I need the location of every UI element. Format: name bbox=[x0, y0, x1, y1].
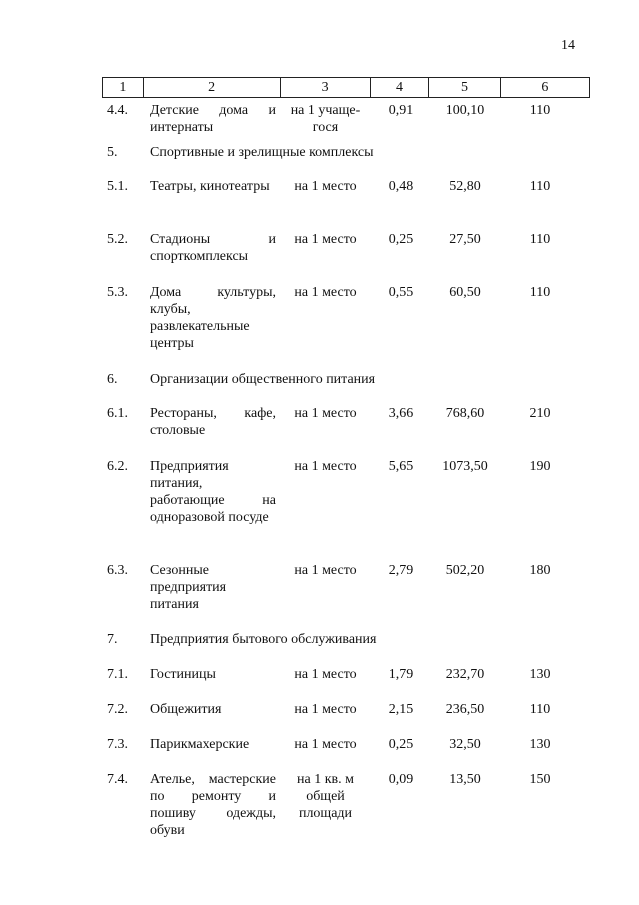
row-col-6: 210 bbox=[529, 406, 551, 421]
row-col-6: 130 bbox=[529, 737, 551, 752]
row-col-6: 110 bbox=[529, 702, 551, 717]
row-col-5: 32,50 bbox=[449, 737, 481, 752]
header-col-6: 6 bbox=[541, 79, 549, 95]
row-number: 7.3. bbox=[107, 737, 128, 752]
row-col-4: 0,48 bbox=[388, 179, 414, 194]
row-unit: на 1 место bbox=[294, 285, 357, 300]
section-title: Организации общественного питания bbox=[150, 372, 376, 387]
row-number: 5.1. bbox=[107, 179, 128, 194]
row-number: 7.2. bbox=[107, 702, 128, 717]
row-col-4: 0,91 bbox=[388, 103, 414, 118]
row-unit: на 1 место bbox=[294, 563, 357, 578]
row-col-5: 13,50 bbox=[449, 772, 481, 787]
row-col-4: 1,79 bbox=[388, 667, 414, 682]
row-number: 4.4. bbox=[107, 103, 128, 118]
row-name: Театры, кинотеатры bbox=[150, 179, 270, 194]
row-col-6: 110 bbox=[529, 179, 551, 194]
row-col-6: 150 bbox=[529, 772, 551, 787]
row-unit: на 1 место bbox=[294, 179, 357, 194]
row-unit: на 1 место bbox=[294, 406, 357, 421]
row-unit: на 1 место bbox=[294, 667, 357, 682]
row-name: Рестораны, кафе, столовые bbox=[150, 406, 276, 438]
row-col-5: 768,60 bbox=[445, 406, 485, 421]
row-name: Сезонные предприятия питания bbox=[150, 563, 227, 612]
page-number: 14 bbox=[561, 38, 575, 53]
table-header-row bbox=[102, 77, 590, 98]
row-col-5: 502,20 bbox=[445, 563, 485, 578]
row-unit: на 1 место bbox=[294, 702, 357, 717]
section-title: Предприятия бытового обслуживания bbox=[150, 632, 377, 647]
row-col-4: 3,66 bbox=[388, 406, 414, 421]
row-number: 7.4. bbox=[107, 772, 128, 787]
row-name: Общежития bbox=[150, 702, 222, 717]
row-col-4: 2,79 bbox=[388, 563, 414, 578]
row-number: 5.3. bbox=[107, 285, 128, 300]
header-col-3: 3 bbox=[281, 78, 371, 97]
row-unit: на 1 кв. м общей площади bbox=[297, 772, 354, 821]
row-number: 6.1. bbox=[107, 406, 128, 421]
header-col-1: 1 bbox=[103, 78, 144, 97]
row-col-5: 27,50 bbox=[449, 232, 481, 247]
header-col-5: 5 bbox=[429, 78, 500, 97]
row-name: Гостиницы bbox=[150, 667, 216, 682]
row-col-4: 0,55 bbox=[388, 285, 414, 300]
row-col-5: 236,50 bbox=[445, 702, 485, 717]
row-number: 7.1. bbox=[107, 667, 128, 682]
row-col-4: 5,65 bbox=[388, 459, 414, 474]
row-col-6: 130 bbox=[529, 667, 551, 682]
row-name: Ателье, мастерские по ремонту и пошиву одежды, обуви bbox=[150, 772, 276, 838]
row-unit: на 1 место bbox=[294, 459, 357, 474]
row-col-4: 0,25 bbox=[388, 232, 414, 247]
row-name: Предприятия питания, работающие на одноразовой посуде bbox=[150, 459, 276, 525]
row-col-5: 1073,50 bbox=[442, 459, 488, 474]
row-col-6: 110 bbox=[529, 285, 551, 300]
section-number: 7. bbox=[107, 632, 118, 647]
section-number: 6. bbox=[107, 372, 118, 387]
header-col-2: 2 bbox=[144, 78, 281, 97]
row-col-5: 52,80 bbox=[449, 179, 481, 194]
row-col-6: 110 bbox=[529, 232, 551, 247]
row-col-6: 180 bbox=[529, 563, 551, 578]
row-name: Стадионы и спорткомплексы bbox=[150, 232, 276, 264]
header-col-4: 4 bbox=[371, 78, 430, 97]
row-col-5: 100,10 bbox=[445, 103, 485, 118]
row-col-6: 110 bbox=[529, 103, 551, 118]
row-unit: на 1 место bbox=[294, 737, 357, 752]
row-col-6: 190 bbox=[529, 459, 551, 474]
row-col-4: 2,15 bbox=[388, 702, 414, 717]
row-col-5: 232,70 bbox=[445, 667, 485, 682]
section-title: Спортивные и зрелищные комплексы bbox=[150, 145, 374, 160]
row-number: 6.3. bbox=[107, 563, 128, 578]
row-number: 6.2. bbox=[107, 459, 128, 474]
row-col-5: 60,50 bbox=[449, 285, 481, 300]
row-unit: на 1 место bbox=[294, 232, 357, 247]
row-col-4: 0,25 bbox=[388, 737, 414, 752]
row-unit: на 1 учаще- гося bbox=[290, 103, 361, 135]
row-name: Детские дома и интернаты bbox=[150, 103, 276, 135]
row-name: Дома культуры, клубы, развлекательные центры bbox=[150, 285, 276, 351]
section-number: 5. bbox=[107, 145, 118, 160]
row-col-4: 0,09 bbox=[388, 772, 414, 787]
row-name: Парикмахерские bbox=[150, 737, 250, 752]
row-number: 5.2. bbox=[107, 232, 128, 247]
